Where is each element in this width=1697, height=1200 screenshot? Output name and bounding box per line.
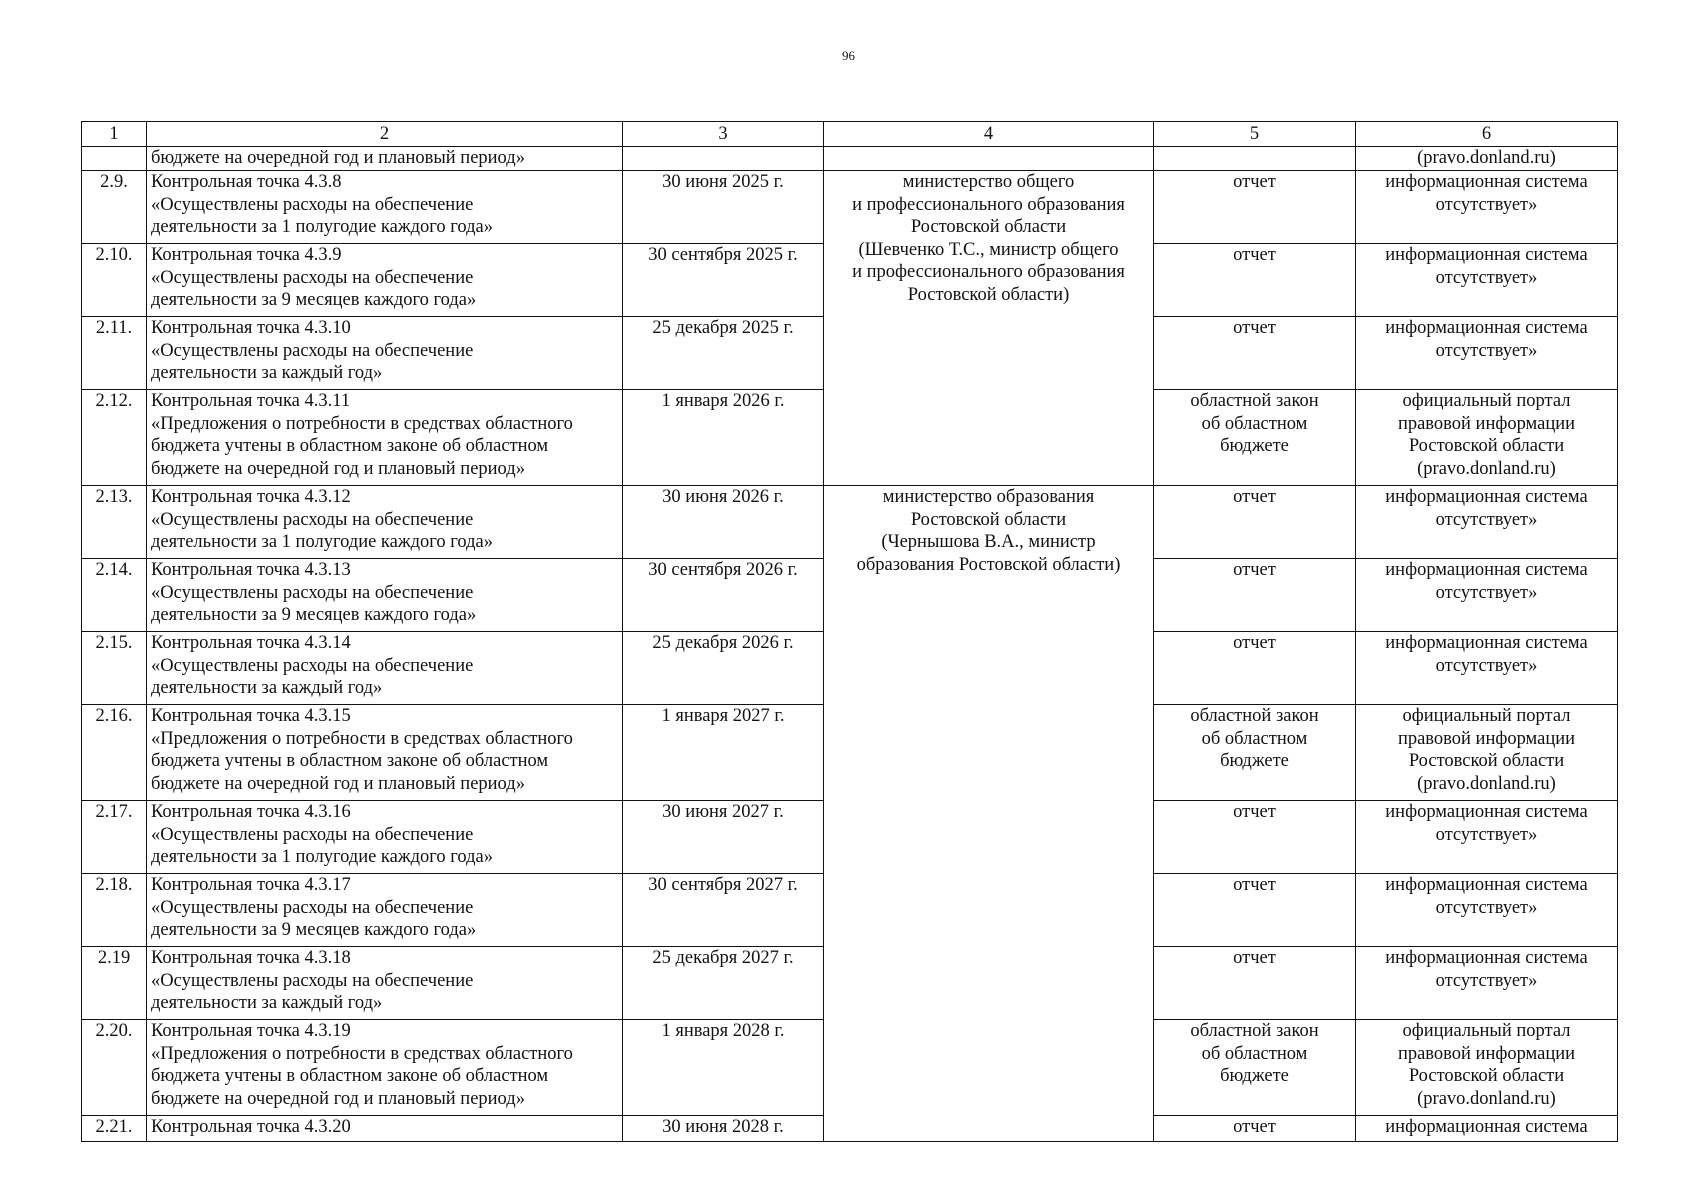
information-source: информационная система отсутствует» [1356, 171, 1618, 244]
information-source: официальный портал правовой информации Ростовской области (pravo.donland.ru) [1356, 1020, 1618, 1116]
document-type: областной закон об областном бюджете [1154, 1020, 1356, 1116]
control-point-name: Контрольная точка 4.3.10 «Осуществлены расходы на обеспечение деятельности за каждый год» [147, 317, 623, 390]
document-type: отчет [1154, 801, 1356, 874]
document-type: отчет [1154, 632, 1356, 705]
row-number: 2.12. [82, 390, 147, 486]
continuation-row [82, 147, 1618, 171]
due-date: 1 января 2026 г. [623, 390, 824, 486]
information-source: информационная система отсутствует» [1356, 632, 1618, 705]
information-source: информационная система отсутствует» [1356, 947, 1618, 1020]
document-type: отчет [1154, 559, 1356, 632]
information-source: информационная система отсутствует» [1356, 559, 1618, 632]
page-number: 96 [842, 48, 855, 63]
information-source: информационная система отсутствует» [1356, 874, 1618, 947]
control-point-name: Контрольная точка 4.3.14 «Осуществлены расходы на обеспечение деятельности за каждый год» [147, 632, 623, 705]
header-col-2: 2 [147, 122, 623, 147]
row-number: 2.21. [82, 1116, 147, 1142]
information-source: информационная система отсутствует» [1356, 244, 1618, 317]
due-date: 30 июня 2028 г. [623, 1116, 824, 1142]
due-date: 30 июня 2027 г. [623, 801, 824, 874]
information-source: официальный портал правовой информации Ростовской области (pravo.donland.ru) [1356, 390, 1618, 486]
row-number: 2.13. [82, 486, 147, 559]
document-type: отчет [1154, 244, 1356, 317]
control-point-name: Контрольная точка 4.3.9 «Осуществлены расходы на обеспечение деятельности за 9 месяцев каждого года» [147, 244, 623, 317]
control-point-name: Контрольная точка 4.3.8 «Осуществлены расходы на обеспечение деятельности за 1 полугодие каждого года» [147, 171, 623, 244]
table-row [82, 486, 1618, 559]
due-date: 25 декабря 2025 г. [623, 317, 824, 390]
document-type: отчет [1154, 947, 1356, 1020]
header-col-4: 4 [824, 122, 1154, 147]
information-source: информационная система отсутствует» [1356, 317, 1618, 390]
control-point-name: Контрольная точка 4.3.20 [147, 1116, 623, 1142]
due-date: 30 сентября 2026 г. [623, 559, 824, 632]
row-number: 2.19 [82, 947, 147, 1020]
document-type: отчет [1154, 1116, 1356, 1142]
row-number: 2.18. [82, 874, 147, 947]
table-header-row [82, 122, 1618, 147]
due-date: 30 сентября 2025 г. [623, 244, 824, 317]
due-date: 25 декабря 2026 г. [623, 632, 824, 705]
continuation-date-cell [623, 147, 824, 171]
continuation-doc-cell [1154, 147, 1356, 171]
header-col-1: 1 [82, 122, 147, 147]
document-type: отчет [1154, 171, 1356, 244]
continuation-source-cell: (pravo.donland.ru) [1356, 147, 1618, 171]
control-points-table [81, 121, 1618, 1142]
control-point-name: Контрольная точка 4.3.15 «Предложения о потребности в средствах областного бюджета учтены в областном законе об областном бюджете на очередной год и плановый период» [147, 705, 623, 801]
continuation-name-cell: бюджете на очередной год и плановый период» [147, 147, 623, 171]
document-type: отчет [1154, 317, 1356, 390]
row-number: 2.10. [82, 244, 147, 317]
table-row [82, 171, 1618, 244]
header-col-5: 5 [1154, 122, 1356, 147]
document-type: областной закон об областном бюджете [1154, 705, 1356, 801]
row-number: 2.11. [82, 317, 147, 390]
control-point-name: Контрольная точка 4.3.13 «Осуществлены расходы на обеспечение деятельности за 9 месяцев каждого года» [147, 559, 623, 632]
information-source: информационная система [1356, 1116, 1618, 1142]
due-date: 25 декабря 2027 г. [623, 947, 824, 1020]
information-source: информационная система отсутствует» [1356, 801, 1618, 874]
due-date: 1 января 2028 г. [623, 1020, 824, 1116]
control-point-name: Контрольная точка 4.3.12 «Осуществлены расходы на обеспечение деятельности за 1 полугодие каждого года» [147, 486, 623, 559]
continuation-num-cell [82, 147, 147, 171]
document-type: областной закон об областном бюджете [1154, 390, 1356, 486]
information-source: официальный портал правовой информации Ростовской области (pravo.donland.ru) [1356, 705, 1618, 801]
due-date: 30 июня 2025 г. [623, 171, 824, 244]
document-type: отчет [1154, 486, 1356, 559]
row-number: 2.14. [82, 559, 147, 632]
continuation-responsible-cell [824, 147, 1154, 171]
row-number: 2.20. [82, 1020, 147, 1116]
row-number: 2.15. [82, 632, 147, 705]
control-point-name: Контрольная точка 4.3.16 «Осуществлены расходы на обеспечение деятельности за 1 полугодие каждого года» [147, 801, 623, 874]
header-col-3: 3 [623, 122, 824, 147]
control-point-name: Контрольная точка 4.3.17 «Осуществлены расходы на обеспечение деятельности за 9 месяцев каждого года» [147, 874, 623, 947]
responsible-executor: министерство образования Ростовской области (Чернышова В.А., министр образования Ростовской области) [824, 486, 1154, 1142]
responsible-executor: министерство общего и профессионального образования Ростовской области (Шевченко Т.С., министр общего и профессионального образования Ростовской области) [824, 171, 1154, 486]
header-col-6: 6 [1356, 122, 1618, 147]
control-point-name: Контрольная точка 4.3.18 «Осуществлены расходы на обеспечение деятельности за каждый год» [147, 947, 623, 1020]
row-number: 2.9. [82, 171, 147, 244]
due-date: 30 сентября 2027 г. [623, 874, 824, 947]
row-number: 2.16. [82, 705, 147, 801]
due-date: 1 января 2027 г. [623, 705, 824, 801]
control-point-name: Контрольная точка 4.3.11 «Предложения о потребности в средствах областного бюджета учтены в областном законе об областном бюджете на очередной год и плановый период» [147, 390, 623, 486]
information-source: информационная система отсутствует» [1356, 486, 1618, 559]
document-type: отчет [1154, 874, 1356, 947]
row-number: 2.17. [82, 801, 147, 874]
due-date: 30 июня 2026 г. [623, 486, 824, 559]
control-point-name: Контрольная точка 4.3.19 «Предложения о потребности в средствах областного бюджета учтены в областном законе об областном бюджете на очередной год и плановый период» [147, 1020, 623, 1116]
